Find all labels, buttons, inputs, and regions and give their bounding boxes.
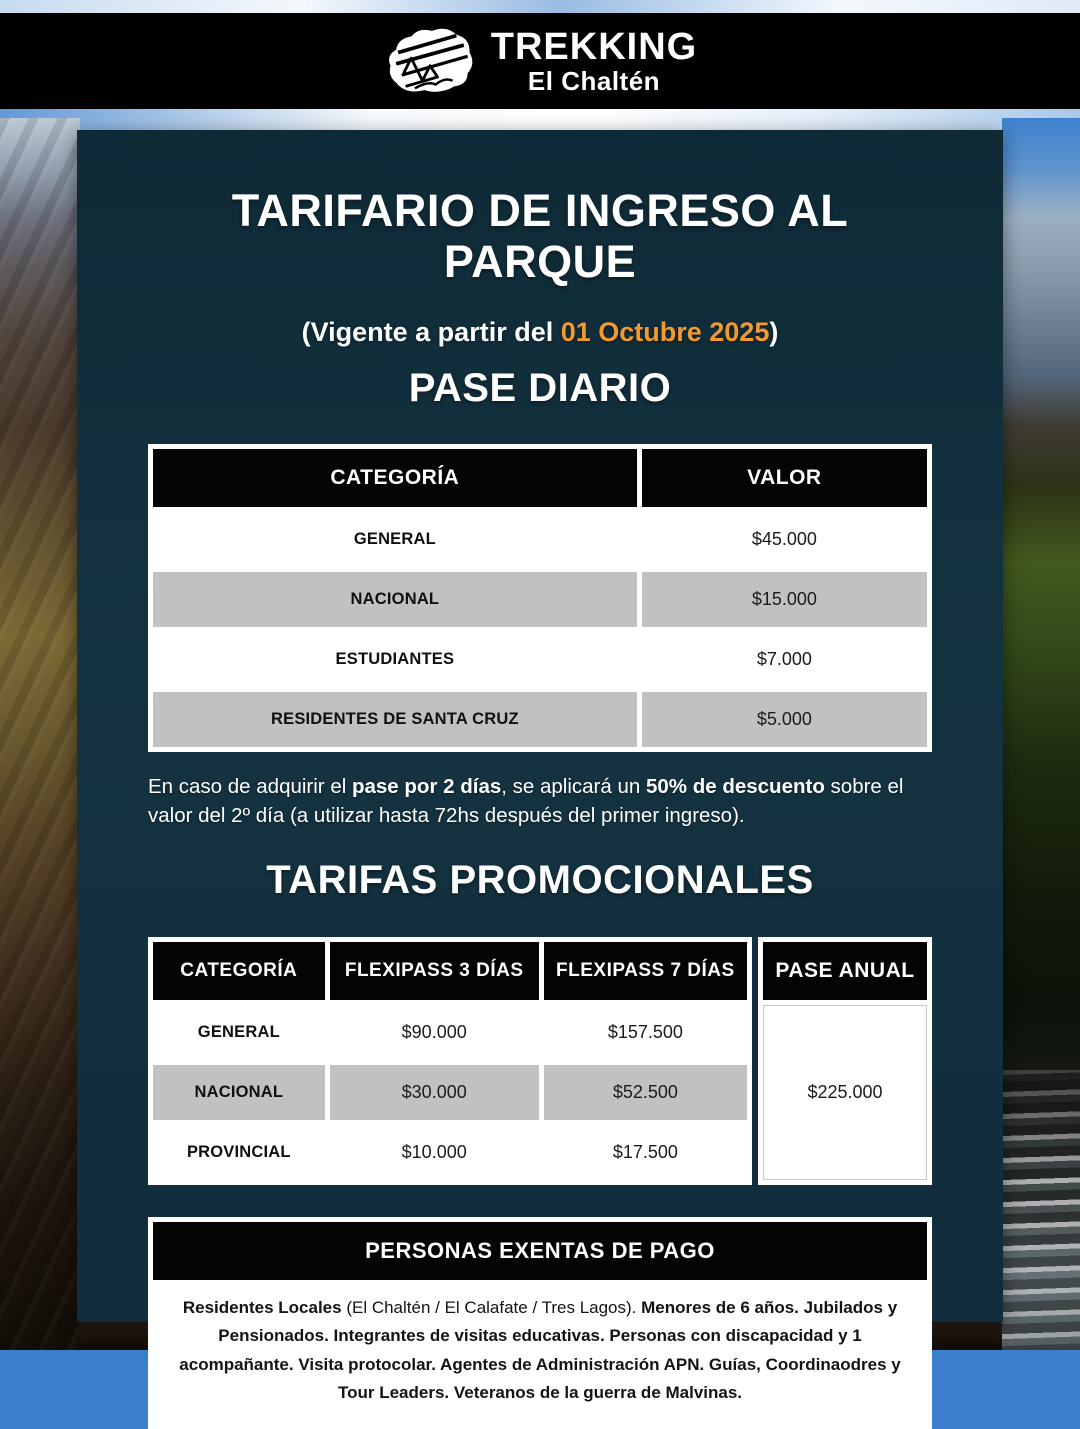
tariff-card: [77, 130, 1003, 1403]
promo-row-value: $17.500: [544, 1125, 747, 1180]
brand-logo-text: [491, 28, 697, 94]
page-title: TARIFARIO DE INGRESO AL PARQUE: [231, 185, 849, 287]
brand-location: El Chaltén: [527, 66, 661, 96]
daily-col-header-categoria: CATEGORÍA: [153, 449, 637, 507]
daily-row-category: GENERAL: [153, 512, 637, 567]
note-text: En caso de adquirir el: [148, 775, 352, 799]
daily-row-value: $15.000: [642, 572, 927, 627]
promo-col-header-anual: PASE ANUAL: [763, 942, 927, 1000]
daily-pass-heading: PASE DIARIO: [408, 366, 672, 411]
promo-row-category: GENERAL: [153, 1005, 325, 1060]
daily-row-value: $45.000: [642, 512, 927, 567]
daily-row-value: $7.000: [642, 632, 927, 687]
validity-prefix: (Vigente a partir del: [301, 317, 561, 348]
mountain-logo-icon: [383, 24, 477, 98]
validity-date: 01 Octubre 2025: [560, 317, 770, 348]
validity-subtitle: [148, 317, 932, 348]
promo-col-header-categoria: CATEGORÍA: [153, 942, 325, 1000]
promo-row-value: $157.500: [544, 1005, 747, 1060]
exempt-segment: Menores de 6 años. Jubilados y Pensionados. Integrantes de visitas educativas. Personas con discapacidad y 1 acompañante. Visita protocolar. Agentes de Administración APN. Guías, Coordinaodres y Tour Leaders. Veteranos de la guerra de Malvinas.: [179, 1297, 901, 1403]
note-text: sobre el valor del 2º día (a utilizar hasta 72hs después del primer ingreso).: [148, 775, 904, 828]
daily-pass-table: [148, 444, 932, 752]
promo-annual-column: [758, 937, 932, 1185]
exempt-text: [153, 1280, 927, 1424]
promo-heading: TARIFAS PROMOCIONALES: [266, 858, 814, 903]
exempt-box: [148, 1217, 932, 1429]
promo-row-category: NACIONAL: [153, 1065, 325, 1120]
two-day-pass-note: [148, 772, 932, 830]
daily-row-category: ESTUDIANTES: [153, 632, 637, 687]
daily-row-value: $5.000: [642, 692, 927, 747]
promo-row-value: $90.000: [330, 1005, 539, 1060]
daily-row-category: RESIDENTES DE SANTA CRUZ: [153, 692, 637, 747]
brand-header-bar: [0, 13, 1080, 109]
promo-col-header-flexipass3: FLEXIPASS 3 DÍAS: [330, 942, 539, 1000]
note-bold-discount: 50% de descuento: [645, 775, 825, 799]
promo-row-value: $10.000: [330, 1125, 539, 1180]
background-left-rock-texture: [0, 118, 80, 1350]
exempt-heading: PERSONAS EXENTAS DE PAGO: [153, 1222, 927, 1280]
note-bold-pass: pase por 2 días: [351, 775, 502, 799]
promo-col-header-flexipass7: FLEXIPASS 7 DÍAS: [544, 942, 747, 1000]
exempt-segment: (El Chaltén / El Calafate / Tres Lagos).: [341, 1297, 642, 1317]
validity-suffix: ): [769, 317, 779, 348]
daily-row-category: NACIONAL: [153, 572, 637, 627]
promo-table: [148, 937, 932, 1185]
exempt-segment: Residentes Locales: [182, 1297, 342, 1317]
promo-row-value: $52.500: [544, 1065, 747, 1120]
daily-col-header-valor: VALOR: [642, 449, 927, 507]
background-waterfall: [1002, 1070, 1080, 1350]
note-text: , se aplicará un: [501, 775, 646, 799]
promo-row-category: PROVINCIAL: [153, 1125, 325, 1180]
promo-table-main: [148, 937, 752, 1185]
background-clouds-top: [0, 0, 1080, 14]
brand-name: TREKKING: [490, 26, 698, 68]
promo-annual-value: $225.000: [763, 1005, 927, 1180]
promo-row-value: $30.000: [330, 1065, 539, 1120]
